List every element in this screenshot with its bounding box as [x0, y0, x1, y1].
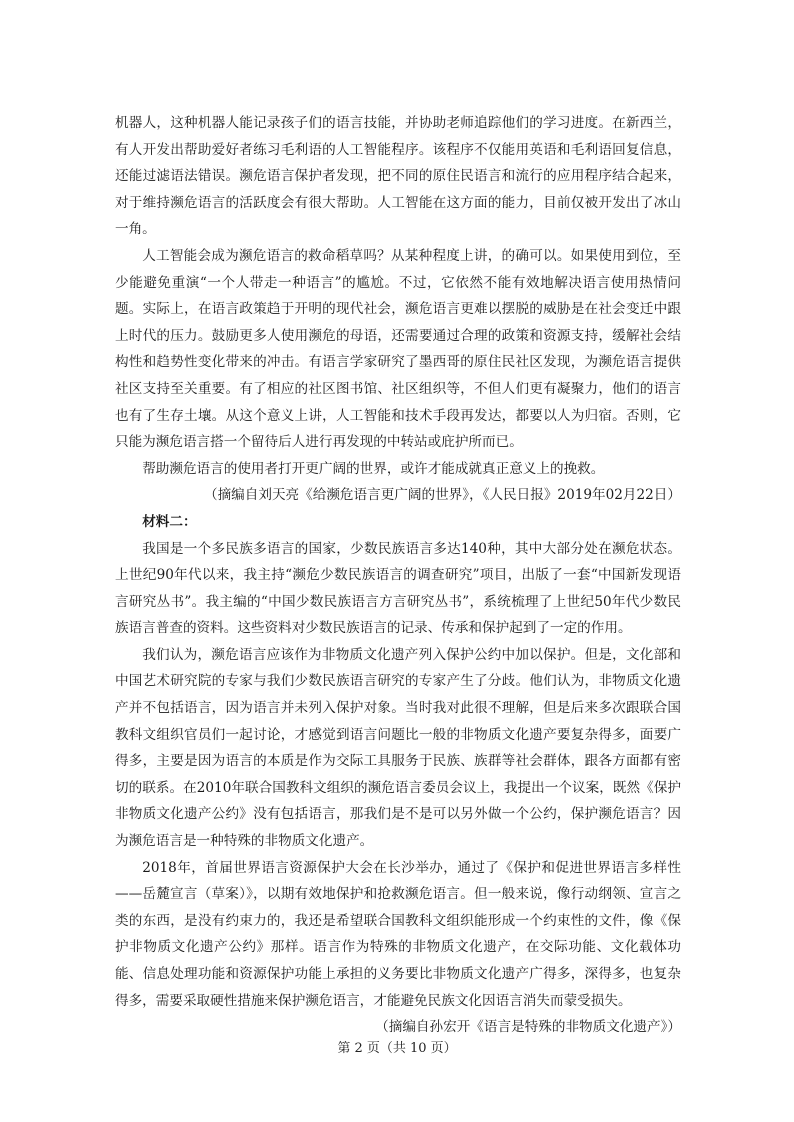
- section-heading: 材料二：: [142, 513, 197, 530]
- paragraph: 我们认为，濒危语言应该作为非物质文化遗产列入保护公约中加以保护。但是，文化部和中国艺术研究院的专家与我们少数民族语言研究的专家产生了分歧。他们认为，非物质文化遗产并不包括语言，因为语言并未列入保护对象。当时我对此很不理解，但是后来多次跟联合国教科文组织官员们一起讨论，才感觉到语言问题比一般的非物质文化遗产要复杂得多，面要广得多，主要是因为语言的本质是作为交际工具服务于民族、族群等社会群体，跟各方面都有密切的联系。在2010年联合国教科文组织的濒危语言委员会议上，我提出一个议案，既然《保护非物质文化遗产公约》没有包括语言，那我们是不是可以另外做一个公约，保护濒危语言？因为濒危语言是一种特殊的非物质文化遗产。: [115, 646, 681, 850]
- paragraph: 我国是一个多民族多语言的国家，少数民族语言多达140种，其中大部分处在濒危状态。上世纪90年代以来，我主持“濒危少数民族语言的调查研究”项目，出版了一套“中国新发现语言研究丛书”。我主编的“中国少数民族语言方言研究丛书”，系统梳理了上世纪50年代少数民族语言普查的资料。这些资料对少数民族语言的记录、传承和保护起到了一定的作用。: [115, 540, 681, 637]
- paragraph: 2018年，首届世界语言资源保护大会在长沙举办，通过了《保护和促进世界语言多样性——岳麓宣言（草案）》，以期有效地保护和抢救濒危语言。但一般来说，像行动纲领、宣言之类的东西，是没有约束力的，我还是希望联合国教科文组织能形成一个约束性的文件，像《保护非物质文化遗产公约》那样。语言作为特殊的非物质文化遗产，在交际功能、文化载体功能、信息处理功能和资源保护功能上承担的义务要比非物质文化遗产广得多，深得多，也复杂得多，需要采取硬性措施来保护濒危语言，才能避免民族文化因语言消失而蒙受损失。: [115, 859, 681, 1009]
- paragraph: 帮助濒危语言的使用者打开更广阔的世界，或许才能成就真正意义上的挽救。: [142, 460, 605, 477]
- document-body: [115, 110, 681, 1041]
- paragraph-continued: 机器人，这种机器人能记录孩子们的语言技能，并协助老师追踪他们的学习进度。在新西兰，有人开发出帮助爱好者练习毛利语的人工智能程序。该程序不仅能用英语和毛利语回复信息，还能过滤语法错误。濒危语言保护者发现，把不同的原住民语言和流行的应用程序结合起来，对于维持濒危语言的活跃度会有很大帮助。人工智能在这方面的能力，目前仅被开发出了冰山一角。: [115, 115, 681, 238]
- page-footer: 第 2 页（共 10 页）: [337, 1041, 457, 1056]
- paragraph: 人工智能会成为濒危语言的救命稻草吗？从某种程度上讲，的确可以。如果使用到位，至少能避免重演“一个人带走一种语言”的尴尬。不过，它依然不能有效地解决语言使用热情问题。实际上，在语言政策趋于开明的现代社会，濒危语言更难以摆脱的威胁是在社会变迁中跟上时代的压力。鼓励更多人使用濒危的母语，还需要通过合理的政策和资源支持，缓解社会结构性和趋势性变化带来的冲击。有语言学家研究了墨西哥的原住民社区发现，为濒危语言提供社区支持至关重要。有了相应的社区图书馆、社区组织等，不但人们更有凝聚力，他们的语言也有了生存土壤。从这个意义上讲，人工智能和技术手段再发达，都要以人为归宿。否则，它只能为濒危语言搭一个留待后人进行再发现的中转站或庇护所而已。: [115, 247, 681, 451]
- source-citation: （摘编自刘天亮《给濒危语言更广阔的世界》，《人民日报》2019年02月22日）: [204, 487, 681, 504]
- source-citation: （摘编自孙宏开《语言是特殊的非物质文化遗产》）: [375, 1019, 681, 1036]
